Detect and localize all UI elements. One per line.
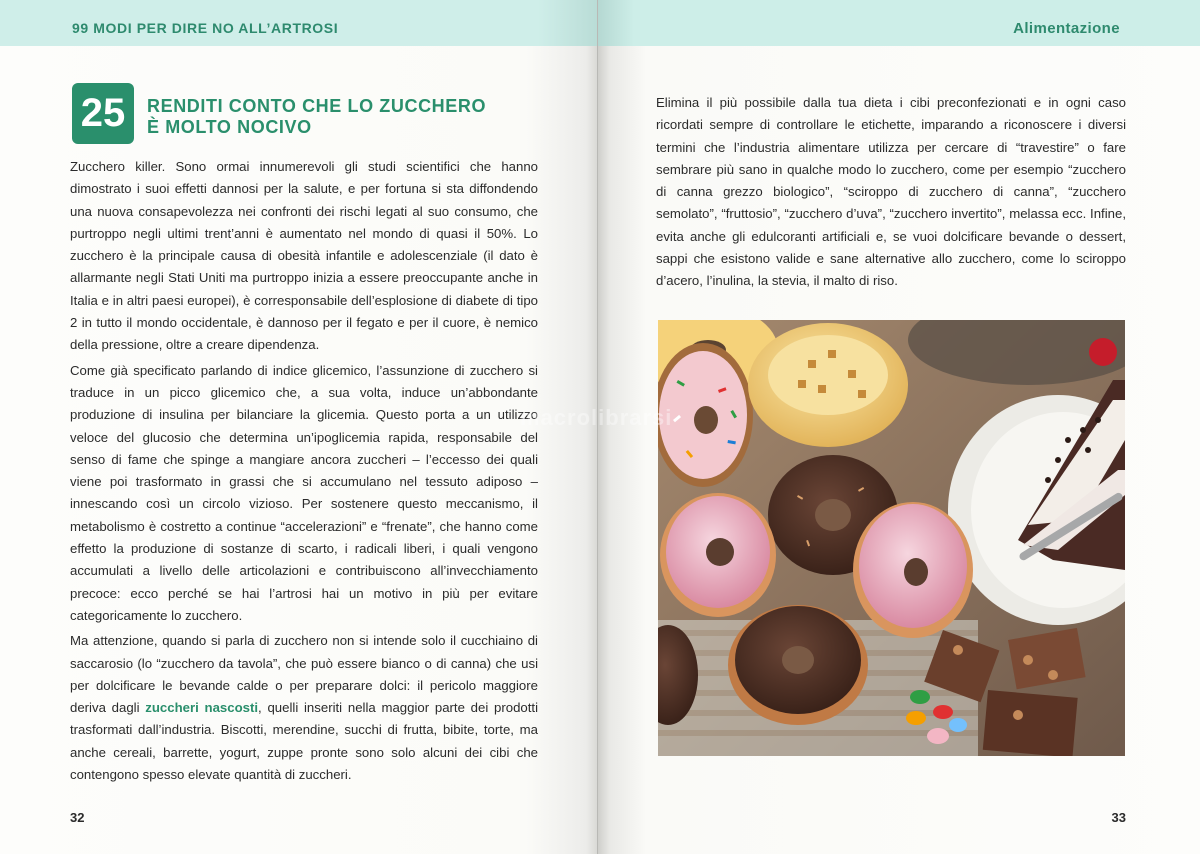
page-number-left: 32 (70, 810, 85, 825)
chapter-title-line-1: RENDITI CONTO CHE LO ZUCCHERO (147, 96, 487, 116)
highlight-hidden-sugars: zuccheri nascosti (145, 700, 259, 716)
paragraph-right: Elimina il più possibile dalla tua dieta i cibi preconfezionati e in ogni caso ricordati sempre di controllare le etichette, imparando a riconoscere i diversi termini che l’industria alimentare utilizza per cercare di “travestire” o fare sembrare più sano in qualche modo lo zucchero, come per esempio “zucchero di canna grezzo biologico”, “sciroppo di zucchero di canna”, “zucchero semolato”, “fruttosio”, “zucchero d’uva”, “zucchero invertito”, melassa ecc. Infine, evita anche gli edulcoranti artificiali e, se vuoi dolcificare bevande o dessert, sappi che esistono valide e sane alternative allo zucchero, come lo sciroppo d’acero, l’inulina, la stevia, il malto di riso. (656, 95, 1126, 289)
running-head-left: 99 MODI PER DIRE NO ALL’ARTROSI (72, 20, 339, 36)
left-page (0, 0, 598, 854)
chapter-title (147, 96, 486, 138)
body-text-left (70, 156, 538, 789)
donuts-photo (658, 320, 1125, 756)
watermark: macrolibrarsi (520, 405, 673, 430)
paragraph-2: Come già specificato parlando di indice glicemico, l’assunzione di zucchero si traduce in un picco glicemico che, a sua volta, induce un’abbondante produzione di insulina per bilanciare la glicemia. Questo porta a un utilizzo veloce del glucosio che determina un’ipoglicemia rapida, responsabile del senso di fame che spinge a mangiare ancora zuccheri – l’eccesso dei quali viene poi trasformato in grassi che si accumulano nel tessuto adiposo – innescando così un circolo vizioso. Per sostenere questo meccanismo, il metabolismo è costretto a continue “accelerazioni” e “frenate”, che hanno come effetto la produzione di sostanze di scarto, i radicali liberi, i quali vengono accumulati a livello delle articolazioni e contribuiscono all’invecchiamento precoce: ecco perché se hai l’artrosi hai un motivo in più per evitare categoricamente lo zucchero. (70, 362, 538, 623)
paragraph-3-end: , quelli inseriti nella maggior parte dei prodotti trasformati dall’industria. Biscotti, merendine, succhi di frutta, bibite, torte, ma anche cereali, barrette, yogurt, zuppe pronte sono solo alcuni dei cibi che contengono spesso elevate quantità di zuccheri. (70, 700, 538, 783)
paragraph-3 (70, 630, 538, 786)
paragraph-1: Zucchero killer. Sono ormai innumerevoli gli studi scientifici che hanno dimostrato i suoi effetti dannosi per la salute, e per fortuna si sta diffondendo una nuova consapevolezza nei confronti dei rischi legati al suo consumo, che purtroppo negli ultimi trent’anni è aumentato nel mondo di quasi il 50%. Lo zucchero è la principale causa di obesità infantile e adolescenziale (il dato è allarmante negli Stati Uniti ma purtroppo inizia a essere preoccupante anche in Italia e in altri paesi europei), è corresponsabile dell’esplosione di diabete di tipo 2 in tutto il mondo occidentale, è dannoso per il fegato e per il cuore, è nemico della pressione, oltre a creare dipendenza. (70, 159, 538, 353)
running-head-right: Alimentazione (1013, 20, 1120, 37)
right-page (598, 0, 1200, 854)
book-gutter (597, 0, 598, 854)
chapter-title-line-2: È MOLTO NOCIVO (147, 117, 312, 137)
body-text-right (656, 92, 1126, 296)
donuts-illustration (658, 320, 1125, 756)
paragraph-3-start: Ma attenzione, quando si parla di zucchero non si intende solo il cucchiaino di saccarosio (lo “zucchero da tavola”, che può essere bianco o di canna) che usi per dolcificare le bevande calde o per preparare dolci: il pericolo maggiore deriva dagli (70, 633, 538, 716)
chapter-number-badge: 25 (72, 83, 134, 144)
page-number-right: 33 (1111, 810, 1126, 825)
